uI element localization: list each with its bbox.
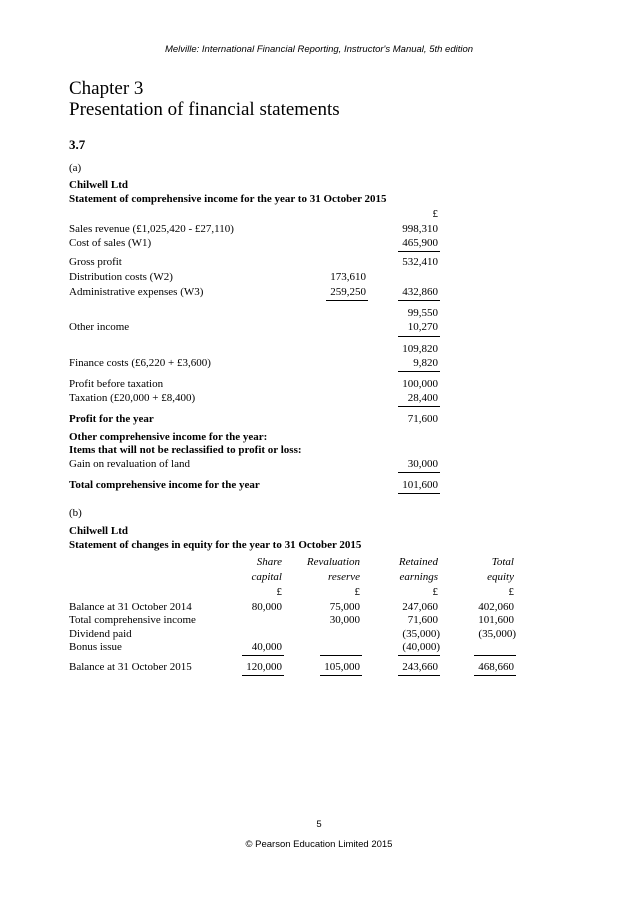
soce-cell: 71,600 [407,614,438,626]
question-number: 3.7 [69,137,86,152]
tci-label: Total comprehensive income for the year [69,479,260,491]
underline [398,251,440,252]
other-income-label: Other income [69,321,130,333]
col-header: earnings [399,571,438,583]
soce-row-label: Bonus issue [69,641,122,653]
subtotal-value: 99,550 [407,307,438,319]
soce-row-label: Total comprehensive income [69,614,196,626]
soce-cell: 105,000 [324,661,360,673]
double-underline [242,675,284,676]
chapter-title: Presentation of financial statements [69,99,340,120]
running-header: Melville: International Financial Reporting, Instructor's Manual, 5th edition [164,44,474,55]
soce-cell: 40,000 [251,641,282,653]
underline [398,336,440,337]
other-income-value: 10,270 [407,321,438,333]
pbt-value: 100,000 [402,378,438,390]
underline [398,406,440,407]
cos-value: 465,900 [402,237,438,249]
col-header: Total [491,556,514,568]
sales-label: Sales revenue (£1,025,420 - £27,110) [69,223,234,235]
col-header: equity [487,571,514,583]
subtotal-value: 109,820 [402,343,438,355]
chapter-number: Chapter 3 [69,78,144,99]
oci-subheading: Items that will not be reclassified to profit or loss: [69,444,302,456]
col-header: Retained [398,556,438,568]
currency-header: £ [432,208,438,220]
tci-value: 101,600 [402,479,438,491]
col-header: Revaluation [306,556,360,568]
pbt-label: Profit before taxation [69,378,164,390]
soce-cell: 468,660 [478,661,514,673]
pfy-value: 71,600 [407,413,438,425]
col-header: capital [251,571,282,583]
col-unit: £ [432,586,438,598]
underline [398,300,440,301]
col-header: reserve [328,571,360,583]
part-b-label: (b) [69,507,82,519]
col-unit: £ [354,586,360,598]
pfy-label: Profit for the year [69,413,154,425]
part-b-company: Chilwell Ltd [69,525,128,537]
gain-label: Gain on revaluation of land [69,458,190,470]
part-a-title: Statement of comprehensive income for the year to 31 October 2015 [69,193,387,205]
soce-cell: (35,000) [402,628,440,640]
admin-label: Administrative expenses (W3) [69,286,204,298]
col-header: Share [256,556,282,568]
oci-heading: Other comprehensive income for the year: [69,431,268,443]
soce-cell: (40,000) [402,641,440,653]
soce-row-label: Balance at 31 October 2014 [69,601,192,613]
underline [398,371,440,372]
soce-cell: 75,000 [329,601,360,613]
underline [474,655,516,656]
soce-cell: 101,600 [478,614,514,626]
underline [242,655,284,656]
double-underline [398,675,440,676]
part-a-company: Chilwell Ltd [69,179,128,191]
soce-row-label: Dividend paid [69,628,132,640]
admin-value: 259,250 [330,286,366,298]
underline [398,472,440,473]
col-unit: £ [508,586,514,598]
finance-costs-value: 9,820 [413,357,438,369]
soce-row-label: Balance at 31 October 2015 [69,661,192,673]
col-unit: £ [276,586,282,598]
soce-cell: (35,000) [478,628,516,640]
gp-value: 532,410 [402,256,438,268]
double-underline [320,675,362,676]
soce-cell: 402,060 [478,601,514,613]
dist-value: 173,610 [330,271,366,283]
double-underline [474,675,516,676]
gp-label: Gross profit [69,256,122,268]
part-b-title: Statement of changes in equity for the year to 31 October 2015 [69,539,362,551]
dist-label: Distribution costs (W2) [69,271,173,283]
sales-value: 998,310 [402,223,438,235]
soce-cell: 30,000 [329,614,360,626]
soce-cell: 243,660 [402,661,438,673]
admin-total: 432,860 [402,286,438,298]
double-underline [398,493,440,494]
tax-label: Taxation (£20,000 + £8,400) [69,392,196,404]
page-number: 5 [316,819,322,830]
tax-value: 28,400 [407,392,438,404]
gain-value: 30,000 [407,458,438,470]
cos-label: Cost of sales (W1) [69,237,152,249]
underline [320,655,362,656]
copyright: © Pearson Education Limited 2015 [245,839,393,850]
soce-cell: 80,000 [251,601,282,613]
soce-cell: 247,060 [402,601,438,613]
soce-cell: 120,000 [246,661,282,673]
underline [326,300,368,301]
underline [398,655,440,656]
part-a-label: (a) [69,162,82,174]
finance-costs-label: Finance costs (£6,220 + £3,600) [69,357,211,369]
